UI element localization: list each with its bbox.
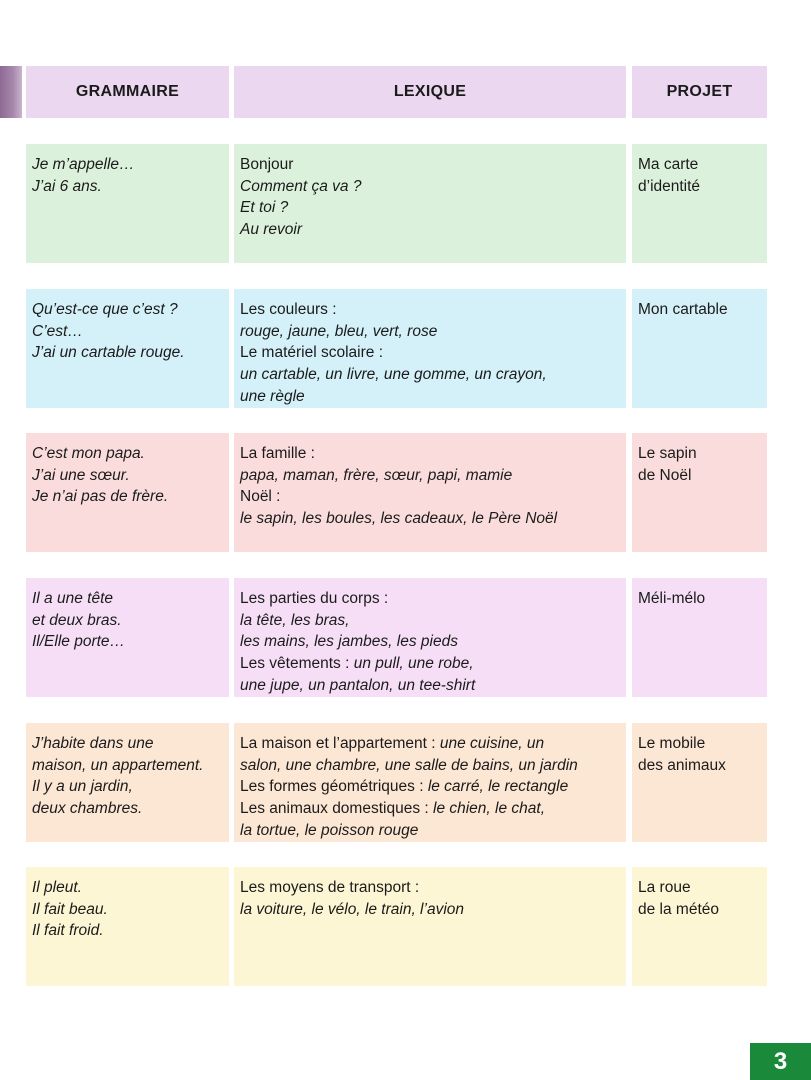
grammaire-line: maison, un appartement. (32, 756, 204, 774)
cell-grammaire (26, 723, 229, 842)
lexique-line (240, 443, 626, 465)
cell-lexique (234, 144, 626, 263)
lexique-text: Les moyens de transport : (240, 879, 420, 896)
projet-line: Mon cartable (638, 301, 728, 318)
projet-line: de la météo (638, 900, 719, 918)
cell-projet (632, 867, 767, 986)
projet-line: Méli-mélo (638, 590, 706, 607)
cell-grammaire (26, 867, 229, 986)
lexique-text: Comment ça va ? (240, 177, 362, 195)
lexique-line (240, 733, 626, 755)
lexique-text: Noël : (240, 488, 281, 506)
cell-grammaire (26, 578, 229, 697)
lexique-line (240, 798, 626, 820)
header-lexique: LEXIQUE (234, 66, 626, 118)
lexique-text: la voiture, le vélo, le train, l’avion (240, 900, 465, 918)
grammaire-line: Il pleut. (32, 879, 82, 896)
lexique-text: papa, maman, frère, sœur, papi, mamie (240, 466, 513, 484)
lexique-line (240, 154, 626, 176)
lexique-line (240, 820, 626, 842)
lexique-line (240, 653, 626, 675)
projet-line: de Noël (638, 466, 692, 484)
lexique-line (240, 588, 626, 610)
lexique-line (240, 675, 626, 697)
grammaire-line: Qu’est-ce que c’est ? (32, 301, 178, 318)
lexique-text: Bonjour (240, 156, 294, 173)
grammaire-line: Il/Elle porte… (32, 633, 126, 651)
lexique-text: La famille : (240, 445, 315, 462)
grammaire-line: J’ai une sœur. (32, 466, 130, 484)
cell-grammaire (26, 144, 229, 263)
header-accent-bar (0, 66, 22, 118)
grammaire-line: Il y a un jardin, (32, 778, 133, 796)
grammaire-line: Il fait froid. (32, 922, 104, 940)
grammaire-line: deux chambres. (32, 800, 143, 818)
lexique-text: Au revoir (240, 221, 303, 239)
lexique-line (240, 364, 626, 386)
cell-lexique (234, 867, 626, 986)
cell-projet (632, 433, 767, 552)
lexique-text: salon, une chambre, une salle de bains, un jardin (240, 756, 578, 774)
lexique-text: le carré, le rectangle (427, 778, 569, 796)
lexique-text: Les couleurs : (240, 301, 337, 318)
lexique-text: rouge, jaune, bleu, vert, rose (240, 322, 438, 340)
lexique-line (240, 299, 626, 321)
lexique-line (240, 197, 626, 219)
lexique-line (240, 219, 626, 241)
cell-projet (632, 289, 767, 408)
lexique-text: une règle (240, 387, 305, 405)
lexique-line (240, 899, 626, 921)
lexique-text: le sapin, les boules, les cadeaux, le Père Noël (240, 510, 558, 528)
lexique-text: la tortue, le poisson rouge (240, 821, 419, 839)
projet-line: des animaux (638, 756, 726, 774)
lexique-text: Les animaux domestiques : (240, 800, 433, 818)
lexique-text: la tête, les bras, (240, 611, 350, 629)
lexique-text: une cuisine, un (439, 735, 545, 752)
lexique-line (240, 631, 626, 653)
cell-lexique (234, 289, 626, 408)
grammaire-line: et deux bras. (32, 611, 122, 629)
page-number: 3 (750, 1043, 811, 1080)
lexique-line (240, 776, 626, 798)
cell-projet (632, 578, 767, 697)
grammaire-line: J’ai 6 ans. (32, 177, 102, 195)
lexique-line (240, 486, 626, 508)
cell-grammaire (26, 433, 229, 552)
projet-line: Ma carte (638, 156, 699, 173)
lexique-line (240, 465, 626, 487)
lexique-text: Et toi ? (240, 199, 289, 217)
lexique-text: le chien, le chat, (433, 800, 546, 818)
lexique-text: les mains, les jambes, les pieds (240, 633, 458, 651)
grammaire-line: J’habite dans une (32, 735, 154, 752)
lexique-text: une jupe, un pantalon, un tee-shirt (240, 676, 476, 694)
lexique-line (240, 386, 626, 408)
grammaire-line: Je m’appelle… (32, 156, 135, 173)
lexique-line (240, 321, 626, 343)
grammaire-line: C’est… (32, 322, 83, 340)
cell-lexique (234, 723, 626, 842)
projet-line: d’identité (638, 177, 701, 195)
grammaire-line: J’ai un cartable rouge. (32, 344, 185, 362)
lexique-text: Les parties du corps : (240, 590, 389, 607)
projet-line: Le sapin (638, 445, 697, 462)
lexique-line (240, 755, 626, 777)
lexique-text: Le matériel scolaire : (240, 344, 384, 362)
cell-projet (632, 144, 767, 263)
lexique-text: Les vêtements : (240, 655, 354, 673)
projet-line: Le mobile (638, 735, 706, 752)
lexique-text: un pull, une robe, (353, 655, 474, 673)
header-projet: PROJET (632, 66, 767, 118)
cell-grammaire (26, 289, 229, 408)
grammaire-line: Je n’ai pas de frère. (32, 488, 169, 506)
grammaire-line: Il fait beau. (32, 900, 108, 918)
grammaire-line: C’est mon papa. (32, 445, 145, 462)
cell-lexique (234, 578, 626, 697)
grammaire-line: Il a une tête (32, 590, 114, 607)
lexique-text: un cartable, un livre, une gomme, un crayon, (240, 366, 547, 384)
cell-projet (632, 723, 767, 842)
projet-line: La roue (638, 879, 691, 896)
lexique-text: La maison et l’appartement : (240, 735, 440, 752)
lexique-line (240, 508, 626, 530)
cell-lexique (234, 433, 626, 552)
header-grammaire: GRAMMAIRE (26, 66, 229, 118)
lexique-text: Les formes géométriques : (240, 778, 428, 796)
lexique-line (240, 176, 626, 198)
lexique-line (240, 342, 626, 364)
lexique-line (240, 610, 626, 632)
lexique-line (240, 877, 626, 899)
